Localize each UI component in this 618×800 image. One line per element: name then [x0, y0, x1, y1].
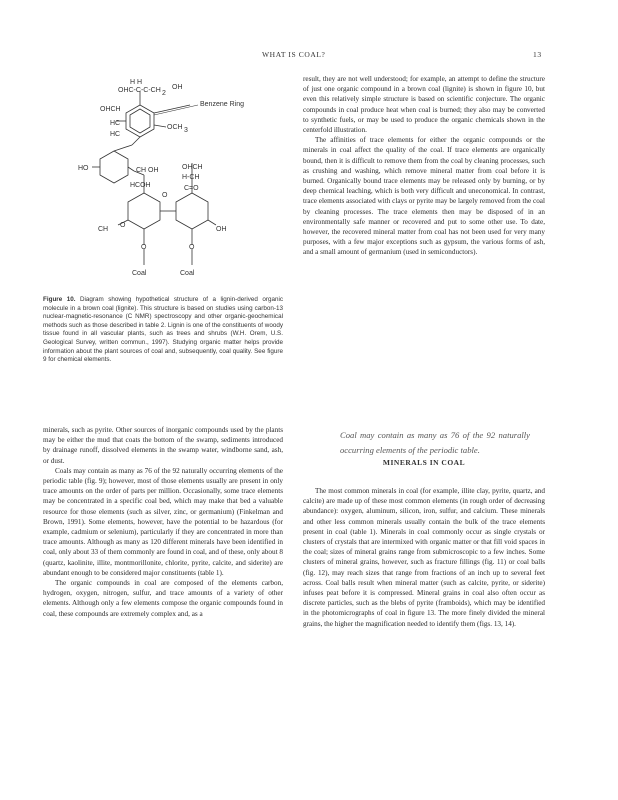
middle-benzene-ring: [100, 151, 128, 183]
label-ohch-right: OHCH: [182, 164, 203, 171]
right-paragraph-3: The most common minerals in coal (for example, illite clay, pyrite, quartz, and calcite) are made up of these most common elements (in rough order of decreasing abundance): oxygen, aluminum, silicon, iron, sulfur, and calcium. These minerals and other less common minerals usually contain the bulk of the trace elements present in coal (table 1). Minerals in coal commonly occur as single crystals or clusters of crystals that are intermixed with organic matter or that fill void spaces in the coal; sizes of mineral grains range from submicroscopic to a few inches. Some clusters of mineral grains, however, such as fracture fillings (fig. 11) or coal balls (fig. 12), may reach sizes that range from fractions of an inch up to several feet across. Coal balls result when mineral matter (such as calcite, pyrite, or siderite) infuses peat before it is compressed. Mineral grains in coal also often occur as discrete particles, such as the blebs of pyrite (framboids), which may be identified in the photomicrographs of coal in figure 13. The more finely divided the mineral grains, the higher the magnification needed to identify them (figs. 13, 14).: [303, 487, 545, 628]
label-och3: OCH: [167, 124, 183, 131]
section-heading: MINERALS IN COAL: [382, 458, 466, 467]
label-o-1: O: [120, 222, 126, 229]
right-paragraph-2: The affinities of trace elements for either the organic compounds or the minerals in coal affect the quality of the coal. If trace elements are organically bound, then it is difficult to remove them from the coal by cleaning processes, such as crushing and washing, which remove mineral matter from coal before it is burned. Organically bound trace elements may be released only by burning, or by deep chemical leaching, which is both very difficult and uneconomical. In contrast, trace elements associated with clays or pyrite may be largely removed from the coal by cleaning processes. The trace elements then may be disposed of in an environmentally safe manner or recovered and put to some other use. To date, however, the recovered mineral matter from coal has not been used for very many purposes, with a few major exceptions such as gypsum, the various forms of ash, and a small amount of germanium (used in semiconductors).: [303, 136, 545, 257]
left-paragraph-3: The organic compounds in coal are composed of the elements carbon, hydrogen, oxygen, nitrogen, sulfur, and trace amounts of a variety of other elements. Although only a few elements compose the organic compounds found in coal, these compounds are extremely complex and, as a: [43, 579, 283, 618]
label-oh-top: OH: [172, 84, 183, 91]
label-ho: HO: [78, 165, 89, 172]
label-oh-right: OH: [216, 226, 227, 233]
page-number: 13: [533, 50, 542, 59]
caption-label: Figure 10.: [43, 296, 76, 303]
figure-caption: [43, 296, 283, 365]
label-ch2oh: CH OH: [136, 167, 159, 174]
figure-10-diagram: [70, 75, 300, 285]
label-ohc-group: OHC-C-C-CH: [118, 87, 161, 94]
lignin-structure-diagram: [70, 75, 300, 285]
label-hcoh: HCOH: [130, 182, 151, 189]
label-ch3-left: CH: [98, 226, 109, 233]
pull-quote: Coal may contain as many as 76 of the 92 naturally occurring elements of the periodic table.: [340, 430, 530, 455]
label-top-group: H H: [130, 79, 143, 86]
label-sub-2: 2: [162, 90, 166, 97]
right-column-bottom: [303, 486, 545, 629]
right-column-top: [303, 74, 545, 258]
label-coal-right: Coal: [180, 270, 195, 277]
lower-right-benzene-ring: [176, 193, 208, 229]
label-ohch: OHCH: [100, 106, 121, 113]
right-paragraph-1: result, they are not well understood; for example, an attempt to define the structure of just one organic compound in a brown coal (lignite) is shown in figure 10, but even this relatively simple structure is based on scientific conjecture. The organic compounds in coal produce heat when coal is burned; they also may be converted to synthetic fuels, or may be used to produce the organic chemicals shown in the centerfold illustration.: [303, 75, 545, 135]
label-benzene-ring: Benzene Ring: [200, 101, 244, 108]
label-sub-3: 3: [184, 127, 188, 134]
label-hch: H-CH: [182, 174, 200, 181]
left-paragraph-2: Coals may contain as many as 76 of the 92 naturally occurring elements of the periodic table (fig. 9); however, most of those elements usually are present in only trace amounts on the order of parts per million. Occasionally, some trace elements may be concentrated in a specific coal bed, which may make that bed a valuable resource for those elements (such as silver, zinc, or germanium) (Finkelman and Brown, 1991). Some elements, however, have the potential to be hazardous (for example, cadmium or selenium), particularly if they are concentrated in more than trace amounts. Although as many as 120 different minerals have been identified in coal, only about 33 of them commonly are found in coal, and of these, only about 8 (quartz, kaolinite, illite, montmorillonite, chlorite, pyrite, calcite, and siderite) are abundant enough to be considered major constituents (table 1).: [43, 466, 283, 577]
caption-text: Diagram showing hypothetical structure of a lignin-derived organic molecule in a brown coal (lignite). This structure is based on studies using carbon-13 nuclear-magnetic-resonance (C NMR) spectroscopy and other organic-geochemical methods such as those described in table 2. Lignin is one of the constituents of woody tissue found in all vascular plants, such as trees and shrubs (W.H. Orem, U.S. Geological Survey, written commun., 1997). Studying organic matter helps provide information about the plant sources of coal and, subsequently, coal quality. See figure 9 for chemical elements.: [43, 296, 284, 364]
label-coal-left: Coal: [132, 270, 147, 277]
running-title: WHAT IS COAL?: [262, 50, 326, 59]
lower-left-benzene-ring: [128, 193, 160, 229]
label-o-4: O: [162, 192, 168, 199]
left-column: [43, 425, 283, 619]
label-o-3: O: [189, 244, 195, 251]
label-hc: HC: [110, 120, 121, 127]
left-paragraph-1: minerals, such as pyrite. Other sources of inorganic compounds used by the plants may be either the mud that coats the bottom of the swamp, sediments introduced by drainage runoff, dissolved elements in the swamp water, windborne sand, ash, or dust.: [43, 426, 283, 465]
label-co: C=O: [184, 185, 199, 192]
label-hc-2: HC: [110, 131, 121, 138]
label-o-2: O: [141, 244, 147, 251]
